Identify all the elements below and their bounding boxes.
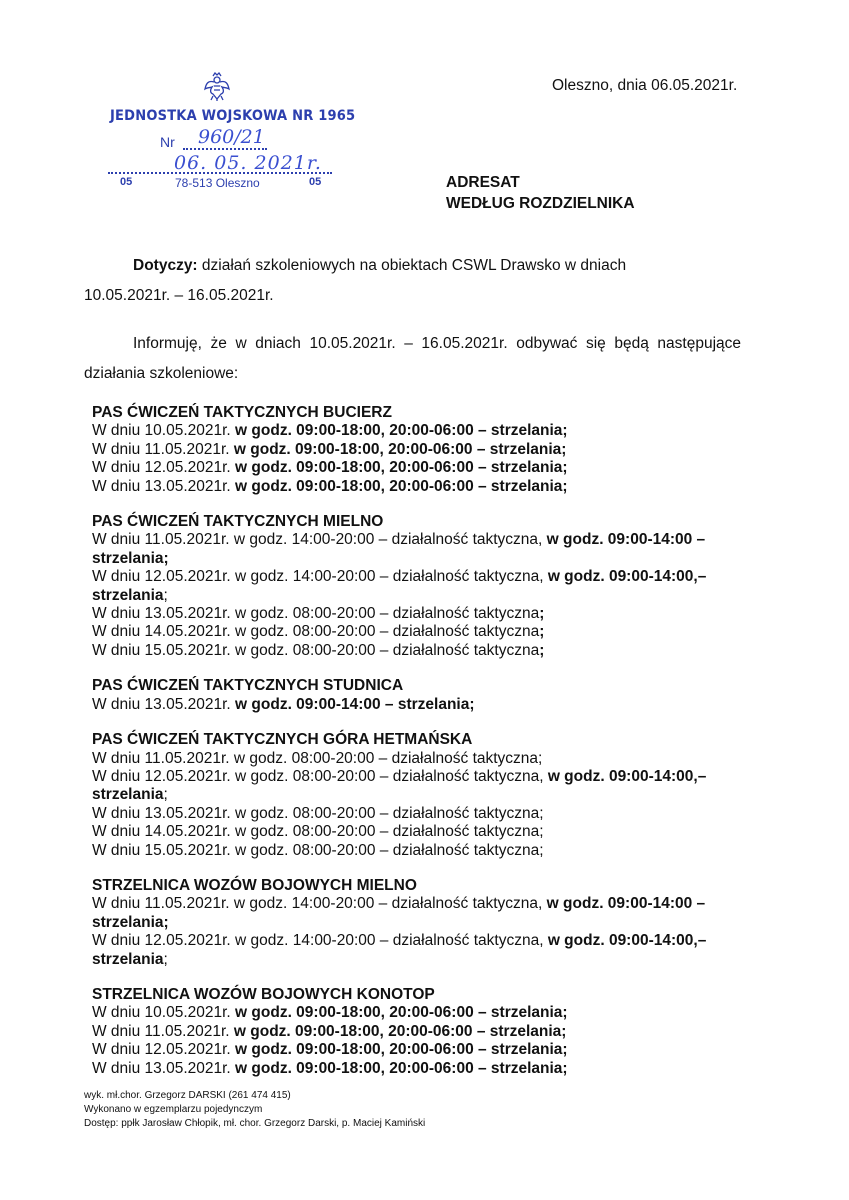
addressee-line-2: WEDŁUG ROZDZIELNIKA (446, 195, 635, 212)
entry-tail-text: ; (163, 586, 168, 604)
subject-line-2: 10.05.2021r. – 16.05.2021r. (84, 287, 274, 304)
schedule-entry (92, 768, 752, 805)
entry-plain-text: W dniu 10.05.2021r. (92, 1004, 236, 1022)
entry-plain-text: W dniu 12.05.2021r. w godz. 08:00-20:00 – działalność taktyczna, (92, 767, 548, 785)
entry-plain-text: W dniu 11.05.2021r. w godz. 14:00-20:00 – działalność taktyczna, (92, 531, 547, 549)
entry-plain-text: W dniu 12.05.2021r. (92, 1041, 236, 1059)
entry-bold-text: w godz. 09:00-14:00 – strzelania; (92, 531, 706, 567)
subject-line-1 (84, 251, 744, 281)
schedule-entry (92, 531, 752, 568)
schedule-entry (92, 478, 752, 496)
entry-tail-text: ; (163, 950, 168, 968)
entry-plain-text: W dniu 13.05.2021r. (92, 477, 236, 495)
entry-bold-text: w godz. 09:00-18:00, 20:00-06:00 – strzelania; (233, 1022, 567, 1040)
schedule-entry (92, 605, 752, 623)
training-sections (92, 404, 752, 1095)
entry-plain-text: W dniu 12.05.2021r. w godz. 14:00-20:00 – działalność taktyczna, (92, 932, 548, 950)
entry-plain-text: W dniu 14.05.2021r. w godz. 08:00-20:00 – działalność taktyczna (92, 623, 540, 641)
entry-bold-text: w godz. 09:00-14:00,– strzelania (92, 932, 707, 968)
section (92, 986, 752, 1078)
entry-plain-text: W dniu 15.05.2021r. w godz. 08:00-20:00 – działalność taktyczna (92, 641, 540, 659)
entry-plain-text: W dniu 13.05.2021r. w godz. 08:00-20:00 – działalność taktyczna (92, 605, 540, 623)
entry-bold-text: ; (539, 605, 545, 623)
stamp-code-right: 05 (309, 176, 322, 188)
entry-plain-text: W dniu 11.05.2021r. (92, 1022, 234, 1040)
entry-tail-text: ; (163, 786, 168, 804)
entry-bold-text: w godz. 09:00-18:00, 20:00-06:00 – strzelania; (235, 1004, 568, 1022)
section-title: PAS ĆWICZEŃ TAKTYCZNYCH MIELNO (92, 513, 384, 531)
entry-bold-text: w godz. 09:00-14:00 – strzelania; (92, 895, 706, 931)
entry-plain-text: W dniu 10.05.2021r. (92, 422, 236, 440)
schedule-entry (92, 568, 752, 605)
footer-line-3: Dostęp: ppłk Jarosław Chłopik, mł. chor. Grzegorz Darski, p. Maciej Kamiński (84, 1118, 426, 1129)
entry-bold-text: w godz. 09:00-14:00 – strzelania; (235, 695, 475, 713)
footer-line-2: Wykonano w egzemplarzu pojedynczym (84, 1104, 263, 1115)
schedule-entry (92, 750, 752, 768)
entry-bold-text: w godz. 09:00-18:00, 20:00-06:00 – strzelania; (233, 440, 567, 458)
schedule-entry (92, 459, 752, 477)
entry-plain-text: W dniu 11.05.2021r. w godz. 08:00-20:00 – działalność taktyczna; (92, 749, 543, 767)
schedule-entry (92, 1041, 752, 1059)
section-title: STRZELNICA WOZÓW BOJOWYCH KONOTOP (92, 985, 435, 1003)
section (92, 731, 752, 860)
section (92, 404, 752, 496)
entry-bold-text: w godz. 09:00-18:00, 20:00-06:00 – strzelania; (235, 459, 568, 477)
entry-plain-text: W dniu 15.05.2021r. w godz. 08:00-20:00 – działalność taktyczna; (92, 841, 544, 859)
entry-plain-text: W dniu 12.05.2021r. (92, 459, 236, 477)
entry-plain-text: W dniu 14.05.2021r. w godz. 08:00-20:00 – działalność taktyczna; (92, 823, 544, 841)
schedule-entry (92, 623, 752, 641)
schedule-entry (92, 642, 752, 660)
stamp-date-underline (108, 172, 332, 174)
schedule-entry (92, 441, 752, 459)
stamp-date: 06. 05. 2021r. (174, 152, 322, 174)
entry-bold-text: w godz. 09:00-18:00, 20:00-06:00 – strzelania; (235, 1041, 568, 1059)
entry-bold-text: w godz. 09:00-14:00,– strzelania (92, 568, 707, 604)
schedule-entry (92, 823, 752, 841)
entry-bold-text: w godz. 09:00-18:00, 20:00-06:00 – strzelania; (235, 477, 568, 495)
schedule-entry (92, 696, 752, 714)
footer-line-1: wyk. mł.chor. Grzegorz DARSKI (261 474 415) (84, 1090, 291, 1101)
subject (84, 251, 744, 311)
schedule-entry (92, 1060, 752, 1078)
entry-plain-text: W dniu 13.05.2021r. (92, 1059, 236, 1077)
section-title: PAS ĆWICZEŃ TAKTYCZNYCH GÓRA HETMAŃSKA (92, 731, 473, 749)
entry-bold-text: w godz. 09:00-14:00,– strzelania (92, 767, 707, 804)
section (92, 513, 752, 660)
section (92, 677, 752, 714)
eagle-icon (204, 72, 230, 102)
addressee (446, 172, 635, 214)
schedule-entry (92, 1004, 752, 1022)
subject-label: Dotyczy: (133, 257, 198, 274)
stamp-nr-value: 960/21 (198, 126, 265, 148)
entry-plain-text: W dniu 13.05.2021r. (92, 695, 236, 713)
entry-bold-text: ; (539, 623, 545, 641)
stamp-nr-label: Nr (160, 134, 175, 150)
stamp-nr-underline (183, 148, 267, 150)
stamp-address: 78-513 Oleszno (175, 176, 260, 190)
stamp-code-left: 05 (120, 176, 133, 188)
unit-stamp (108, 70, 356, 195)
addressee-line-1: ADRESAT (446, 174, 520, 191)
subject-text-1: działań szkoleniowych na obiektach CSWL Drawsko w dniach (197, 257, 627, 274)
entry-bold-text: ; (539, 641, 545, 659)
schedule-entry (92, 932, 752, 969)
stamp-unit-name: JEDNOSTKA WOJSKOWA NR 1965 (110, 108, 356, 124)
footer-notes (84, 1089, 425, 1131)
intro-line-1: Informuję, że w dniach 10.05.2021r. – 16.05.2021r. odbywać się będą następujące (133, 335, 741, 352)
schedule-entry (92, 1023, 752, 1041)
entry-bold-text: w godz. 09:00-18:00, 20:00-06:00 – strzelania; (235, 422, 568, 440)
schedule-entry (92, 422, 752, 440)
schedule-entry (92, 805, 752, 823)
intro-line-2: działania szkoleniowe: (84, 365, 239, 382)
schedule-entry (92, 895, 752, 932)
entry-plain-text: W dniu 11.05.2021r. w godz. 14:00-20:00 – działalność taktyczna, (92, 895, 547, 913)
place-date: Oleszno, dnia 06.05.2021r. (552, 77, 738, 94)
entry-plain-text: W dniu 11.05.2021r. (92, 440, 234, 458)
entry-bold-text: w godz. 09:00-18:00, 20:00-06:00 – strzelania; (235, 1059, 568, 1077)
entry-plain-text: W dniu 13.05.2021r. w godz. 08:00-20:00 – działalność taktyczna; (92, 804, 544, 822)
section-title: STRZELNICA WOZÓW BOJOWYCH MIELNO (92, 876, 417, 894)
section-title: PAS ĆWICZEŃ TAKTYCZNYCH STUDNICA (92, 677, 404, 695)
schedule-entry (92, 842, 752, 860)
section (92, 877, 752, 969)
section-title: PAS ĆWICZEŃ TAKTYCZNYCH BUCIERZ (92, 404, 392, 421)
entry-plain-text: W dniu 12.05.2021r. w godz. 14:00-20:00 – działalność taktyczna, (92, 568, 548, 586)
intro-paragraph (84, 329, 741, 389)
